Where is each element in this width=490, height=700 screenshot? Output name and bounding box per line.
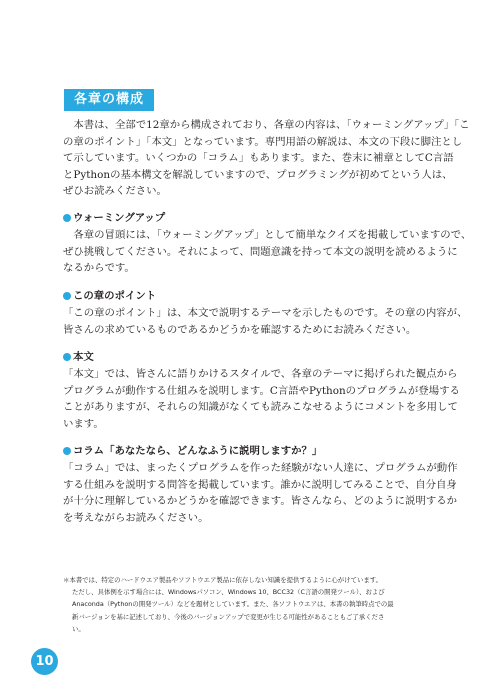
section-body-column bbox=[63, 460, 458, 526]
body-line: 「この章のポイント」は、本文で説明するテーマを示したものです。その章の内容が、 bbox=[63, 307, 468, 319]
bullet-icon bbox=[63, 292, 71, 300]
footnote-line: 新バージョンを基に記述しており、今後のバージョンアップで変更が生じる可能性があることもご了承くださ bbox=[72, 612, 385, 621]
body-line: が十分に理解しているかどうかを確認できます。皆さんなら、どのように説明するか bbox=[63, 495, 458, 508]
section-title-text: この章のポイント bbox=[73, 290, 157, 302]
intro-line: の章のポイント」「本文」となっています。専門用語の解説は、本文の下段に脚注とし bbox=[63, 135, 463, 148]
section-title-chapter-point bbox=[63, 289, 156, 303]
bullet-icon bbox=[63, 447, 71, 455]
bullet-icon bbox=[63, 353, 71, 361]
body-line: 「本文」では、皆さんに語りかけるスタイルで、各章のテーマに掲げられた観点から bbox=[63, 368, 458, 380]
body-line: ことがありますが、それらの知識がなくても読みこなせるようにコメントを多用して bbox=[63, 401, 458, 414]
body-line: する仕組みを説明する問答を掲載しています。誰かに説明してみることで、自分自身 bbox=[63, 478, 457, 491]
intro-line: 本書は、全部で12章から構成されており、各章の内容は、「ウォーミングアップ」「こ bbox=[63, 119, 470, 131]
intro-paragraph bbox=[63, 117, 470, 200]
footnote-line: ＊本書では、特定のハードウエア製品やソフトウエア製品に依存しない知識を提供するように心がけています。 bbox=[63, 576, 383, 584]
body-line: 「コラム」では、まったくプログラムを作った経験がない人達に、プログラムが動作 bbox=[63, 462, 458, 474]
bullet-icon bbox=[63, 214, 71, 222]
intro-line: て示しています。いくつかの「コラム」もあります。また、巻末に補章としてC言語 bbox=[63, 152, 454, 165]
body-line: 皆さんの求めているものであるかどうかを確認するためにお読みください。 bbox=[63, 323, 417, 336]
section-title-text: 本文 bbox=[73, 351, 94, 363]
body-line: を考えながらお読みください。 bbox=[63, 511, 209, 524]
section-title-text: コラム「あなたなら、どんなふうに説明しますか？」 bbox=[73, 445, 323, 457]
section-title-main-text bbox=[63, 350, 94, 364]
section-body-main-text bbox=[63, 366, 460, 432]
section-body-chapter-point bbox=[63, 305, 468, 338]
footnote-line: Anaconda（Pythonの開発ツール）などを題材としています。また、各ソフトウエアは、本書の執筆時点での最 bbox=[72, 600, 394, 609]
body-line: なるからです。 bbox=[63, 262, 135, 275]
intro-line: とPythonの基本構文を解説していますので、プログラミングが初めてという人は、 bbox=[63, 168, 453, 181]
body-line: います。 bbox=[63, 417, 104, 430]
section-heading: 各章の構成 bbox=[64, 89, 154, 111]
body-line: ぜひ挑戦してください。それによって、問題意識を持って本文の説明を読めるように bbox=[63, 245, 458, 258]
section-title-column bbox=[63, 444, 322, 458]
section-title-warming-up bbox=[63, 211, 165, 225]
body-line: 各章の冒頭には、「ウォーミングアップ」として簡単なクイズを掲載していますので、 bbox=[63, 229, 472, 241]
body-line: プログラムが動作する仕組みを説明します。C言語やPythonのプログラムが登場する bbox=[63, 384, 460, 397]
section-title-text: ウォーミングアップ bbox=[73, 212, 166, 224]
footnote-line: ただし、具体例を示す場合には、Windowsパソコン、Windows 10、BCC32（C言語の開発ツール）、および bbox=[72, 588, 385, 597]
intro-line: ぜひお読みください。 bbox=[63, 185, 167, 198]
footnote-line: い。 bbox=[72, 624, 85, 633]
section-body-warming-up bbox=[63, 227, 472, 277]
footnote bbox=[63, 574, 435, 635]
page-number: 10 bbox=[31, 648, 58, 675]
